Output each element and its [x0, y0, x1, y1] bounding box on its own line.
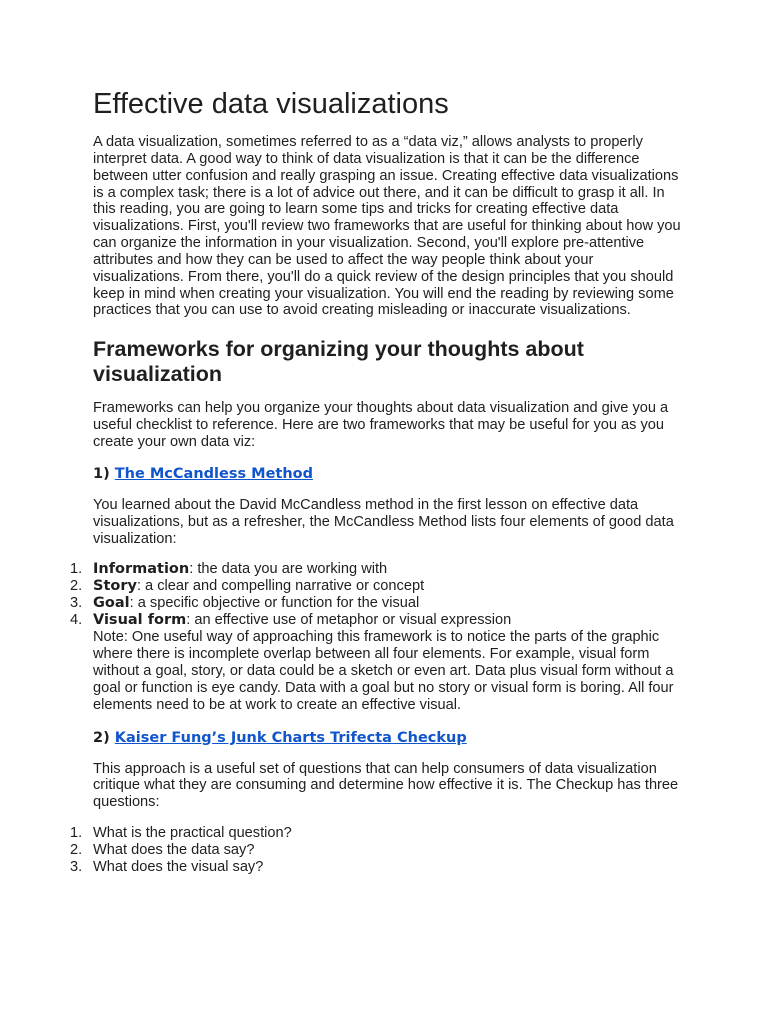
list-item: [70, 561, 681, 578]
list-item-description: : the data you are working with: [189, 561, 388, 578]
mccandless-intro-paragraph: You learned about the David McCandless method in the first lesson on effective data visualizations, but as a refresher, the McCandless Method lists four elements of good data visualization:: [93, 496, 674, 547]
mccandless-number: 1): [93, 465, 110, 482]
kaiser-intro-paragraph: This approach is a useful set of questions that can help consumers of data visualization critique what they are consuming and determine how effective it is. The Checkup has three questions:: [93, 760, 679, 811]
list-item-description: : a clear and compelling narrative or concept: [136, 578, 425, 595]
frameworks-intro-paragraph: Frameworks can help you organize your thoughts about data visualization and give you a useful checklist to reference. Here are two frameworks that may be useful for you as you create your own data viz:: [93, 400, 669, 450]
list-item: [70, 578, 681, 595]
list-item-description: : an effective use of metaphor or visual expression: [186, 612, 512, 629]
frameworks-heading: Frameworks for organizing your thoughts about visualization: [93, 337, 584, 387]
mccandless-elements-list: [70, 561, 681, 629]
list-item-number: 2.: [70, 842, 83, 859]
mccandless-heading: [93, 465, 681, 483]
list-item-number: 1.: [70, 561, 83, 578]
mccandless-note: Note: One useful way of approaching this framework is to notice the parts of the graphic where there is incomplete overlap between all four elements. For example, visual form without a goal, story, or data could be a sketch or even art. Data plus visual form without a goal or function is eye candy. Data with a goal but no story or visual form is boring. All four elements need to be at work to create an effective visual.: [93, 629, 674, 713]
list-item-number: 1.: [70, 825, 83, 842]
list-item: [70, 595, 681, 612]
list-item-text: What does the data say?: [93, 842, 255, 859]
list-item: [70, 842, 681, 859]
kaiser-heading: [93, 729, 681, 747]
kaiser-link[interactable]: Kaiser Fung’s Junk Charts Trifecta Checkup: [114, 729, 467, 746]
list-item-term: Information: [93, 561, 190, 578]
document-page: [70, 84, 681, 876]
list-item: [70, 612, 681, 629]
list-item-number: 3.: [70, 595, 83, 612]
list-item-term: Story: [93, 578, 137, 595]
list-item-text: What is the practical question?: [93, 825, 292, 842]
mccandless-link[interactable]: The McCandless Method: [114, 465, 314, 482]
intro-paragraph: A data visualization, sometimes referred to as a “data viz,” allows analysts to properly interpret data. A good way to think of data visualization is that it can be the difference between utter confusion and really grasping an issue. Creating effective data visualizations is a complex task; there is a lot of advice out there, and it can be difficult to grasp it all. In this reading, you are going to learn some tips and tricks for creating effective data visualizations. First, you'll review two frameworks that are useful for thinking about how you can organize the information in your visualization. Second, you'll explore pre-attentive attributes and how they can be used to affect the way people think about your visualizations. From there, you'll do a quick review of the design principles that you should keep in mind when creating your visualization. You will end the reading by reviewing some practices that you can use to avoid creating misleading or inaccurate visualizations.: [93, 134, 681, 319]
list-item-number: 2.: [70, 578, 83, 595]
list-item: [70, 859, 681, 876]
list-item-term: Goal: [93, 595, 130, 612]
page-title: Effective data visualizations: [93, 88, 449, 120]
list-item-number: 3.: [70, 859, 83, 876]
list-item-term: Visual form: [93, 612, 187, 629]
kaiser-number: 2): [93, 729, 110, 746]
list-item-description: : a specific objective or function for the visual: [129, 595, 420, 612]
list-item-text: What does the visual say?: [93, 859, 264, 876]
list-item-number: 4.: [70, 612, 83, 629]
list-item: [70, 825, 681, 842]
kaiser-questions-list: [70, 825, 681, 876]
